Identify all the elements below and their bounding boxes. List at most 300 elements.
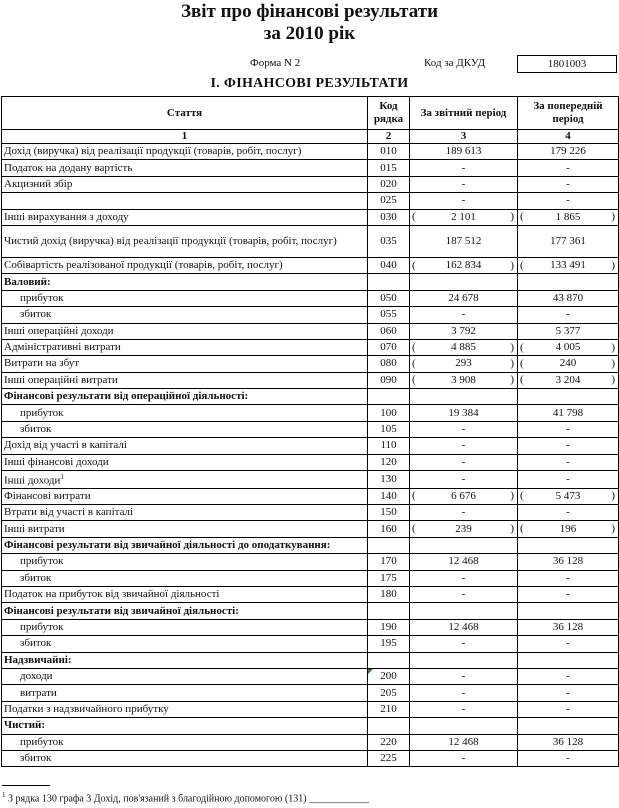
column-number: 2 xyxy=(368,130,410,144)
current-period-value xyxy=(410,488,518,504)
value-text: - xyxy=(566,161,570,174)
row-label-text: Фінансові витрати xyxy=(4,489,91,502)
table-row xyxy=(2,389,619,405)
table-row xyxy=(2,356,619,372)
value-text: - xyxy=(461,686,466,699)
row-label-text: збиток xyxy=(20,637,52,650)
previous-period-value xyxy=(518,488,619,504)
value-text: 36 128 xyxy=(552,735,584,748)
row-label-text: прибуток xyxy=(20,735,64,748)
value-text: - xyxy=(461,423,466,436)
row-label-text: Адміністративні витрати xyxy=(4,341,121,354)
row-code: 015 xyxy=(368,160,410,176)
row-label-text: Витрати на збут xyxy=(4,357,80,370)
previous-period-value xyxy=(518,701,619,717)
row-label xyxy=(2,636,368,652)
value-text: 19 384 xyxy=(448,406,479,419)
table-row xyxy=(2,339,619,355)
current-period-value xyxy=(410,603,518,619)
previous-period-value xyxy=(518,193,619,209)
previous-period-value xyxy=(518,537,619,553)
value-text: - xyxy=(566,702,570,715)
row-code: 130 xyxy=(368,471,410,489)
paren-close: ) xyxy=(510,259,514,272)
value-text: 4 885 xyxy=(451,341,476,354)
current-period-value xyxy=(410,454,518,470)
previous-period-value xyxy=(518,356,619,372)
current-period-value xyxy=(410,356,518,372)
row-code: 100 xyxy=(368,405,410,421)
previous-period-value xyxy=(518,454,619,470)
paren-open: ( xyxy=(412,489,416,502)
paren-close: ) xyxy=(611,357,615,370)
value-text: - xyxy=(566,686,570,699)
row-label-text: Втрати від участі в капіталі xyxy=(4,506,134,519)
paren-close: ) xyxy=(510,357,514,370)
table-row xyxy=(2,209,619,225)
value-text: - xyxy=(461,588,466,601)
row-label xyxy=(2,339,368,355)
paren-open: ( xyxy=(412,259,416,272)
row-label-text: Податок на додану вартість xyxy=(4,161,133,174)
row-label-text: Акцизний збір xyxy=(4,177,73,190)
row-label xyxy=(2,652,368,668)
header-previous-period: За попередній період xyxy=(518,97,619,130)
value-text: 3 204 xyxy=(555,373,581,386)
previous-period-value xyxy=(518,290,619,306)
table-row xyxy=(2,257,619,273)
row-label xyxy=(2,176,368,192)
previous-period-value xyxy=(518,438,619,454)
value-text: - xyxy=(461,571,466,584)
current-period-value xyxy=(410,652,518,668)
footnote-divider xyxy=(2,785,50,786)
section-title: І. ФІНАНСОВІ РЕЗУЛЬТАТИ xyxy=(210,76,409,91)
row-label xyxy=(2,290,368,306)
current-period-value xyxy=(410,734,518,750)
table-row xyxy=(2,668,619,684)
previous-period-value xyxy=(518,734,619,750)
paren-open: ( xyxy=(520,357,524,370)
row-code: 205 xyxy=(368,685,410,701)
value-text: - xyxy=(461,472,466,485)
previous-period-value xyxy=(518,505,619,521)
row-code: 035 xyxy=(368,225,410,257)
row-code: 010 xyxy=(368,144,410,160)
current-period-value xyxy=(410,389,518,405)
row-label xyxy=(2,307,368,323)
current-period-value xyxy=(410,307,518,323)
previous-period-value xyxy=(518,652,619,668)
paren-close: ) xyxy=(510,373,514,386)
value-text: 133 491 xyxy=(550,259,586,272)
current-period-value xyxy=(410,537,518,553)
table-row xyxy=(2,176,619,192)
row-label-text: Податок на прибуток від звичайної діяльності xyxy=(4,588,220,601)
row-label-text: збиток xyxy=(20,571,52,584)
current-period-value xyxy=(410,685,518,701)
row-label-text: доходи xyxy=(20,670,53,683)
row-code: 105 xyxy=(368,421,410,437)
row-label xyxy=(2,685,368,701)
table-row xyxy=(2,570,619,586)
paren-open: ( xyxy=(520,210,524,223)
row-label xyxy=(2,323,368,339)
row-label xyxy=(2,274,368,290)
current-period-value xyxy=(410,438,518,454)
row-label xyxy=(2,471,368,489)
table-row xyxy=(2,274,619,290)
value-text: 24 678 xyxy=(448,291,479,304)
row-code: 150 xyxy=(368,505,410,521)
row-label-text: Фінансові результати від звичайної діяльності до оподаткування: xyxy=(4,539,331,552)
row-code xyxy=(368,652,410,668)
row-label-text: Валовий: xyxy=(4,275,51,288)
row-label xyxy=(2,160,368,176)
previous-period-value xyxy=(518,323,619,339)
previous-period-value xyxy=(518,257,619,273)
table-row xyxy=(2,636,619,652)
row-code: 060 xyxy=(368,323,410,339)
row-label xyxy=(2,257,368,273)
table-row xyxy=(2,652,619,668)
table-row xyxy=(2,323,619,339)
current-period-value xyxy=(410,587,518,603)
report-period: за 2010 рік xyxy=(263,23,356,44)
current-period-value xyxy=(410,471,518,489)
row-code: 225 xyxy=(368,750,410,766)
column-number: 3 xyxy=(410,130,518,144)
current-period-value xyxy=(410,290,518,306)
row-code xyxy=(368,274,410,290)
table-row xyxy=(2,718,619,734)
row-label xyxy=(2,389,368,405)
paren-open: ( xyxy=(520,259,524,272)
row-code: 180 xyxy=(368,587,410,603)
row-label-text: Фінансові результати від операційної діяльності: xyxy=(4,390,249,403)
value-text: - xyxy=(461,308,466,321)
table-row xyxy=(2,521,619,537)
current-period-value xyxy=(410,176,518,192)
table-row xyxy=(2,505,619,521)
paren-close: ) xyxy=(611,522,615,535)
value-text: 4 005 xyxy=(555,341,581,354)
header-code: Код рядка xyxy=(368,97,410,130)
table-row xyxy=(2,193,619,209)
row-code xyxy=(368,389,410,405)
row-label-text: Чистий дохід (виручка) від реалізації продукції (товарів, робіт, послуг) xyxy=(4,234,337,247)
previous-period-value xyxy=(518,176,619,192)
row-code xyxy=(368,537,410,553)
paren-close: ) xyxy=(611,489,615,502)
row-label-text: збиток xyxy=(20,752,52,765)
value-text: 240 xyxy=(559,357,577,370)
row-label xyxy=(2,372,368,388)
row-code: 120 xyxy=(368,454,410,470)
value-text: 187 512 xyxy=(445,234,482,247)
current-period-value xyxy=(410,701,518,717)
paren-open: ( xyxy=(412,522,416,535)
paren-open: ( xyxy=(412,341,416,354)
row-code xyxy=(368,718,410,734)
row-label-text: Податки з надзвичайного прибутку xyxy=(4,702,169,715)
row-label-text: Інші витрати xyxy=(4,522,65,535)
row-label xyxy=(2,603,368,619)
table-row xyxy=(2,454,619,470)
table-row xyxy=(2,225,619,257)
value-text: 5 473 xyxy=(555,489,581,502)
value-text: 41 798 xyxy=(552,406,584,419)
row-code: 055 xyxy=(368,307,410,323)
value-text: 293 xyxy=(455,357,472,370)
row-code: 210 xyxy=(368,701,410,717)
table-row xyxy=(2,537,619,553)
value-text: - xyxy=(566,588,570,601)
header-row xyxy=(2,97,619,130)
paren-open: ( xyxy=(412,210,416,223)
value-text: - xyxy=(461,670,466,683)
table-row xyxy=(2,603,619,619)
row-label-text: прибуток xyxy=(20,291,64,304)
previous-period-value xyxy=(518,160,619,176)
value-text: - xyxy=(461,637,466,650)
previous-period-value xyxy=(518,587,619,603)
previous-period-value xyxy=(518,372,619,388)
value-text: - xyxy=(461,455,466,468)
row-code: 195 xyxy=(368,636,410,652)
row-label xyxy=(2,356,368,372)
previous-period-value xyxy=(518,209,619,225)
row-code: 050 xyxy=(368,290,410,306)
row-label xyxy=(2,209,368,225)
previous-period-value xyxy=(518,144,619,160)
row-code: 160 xyxy=(368,521,410,537)
header-article: Стаття xyxy=(2,97,368,130)
row-code: 190 xyxy=(368,619,410,635)
previous-period-value xyxy=(518,668,619,684)
row-label-text: Інші операційні доходи xyxy=(4,324,114,337)
previous-period-value xyxy=(518,405,619,421)
column-number: 1 xyxy=(2,130,368,144)
report-title: Звіт про фінансові результати xyxy=(180,1,439,22)
row-label xyxy=(2,718,368,734)
current-period-value xyxy=(410,554,518,570)
previous-period-value xyxy=(518,471,619,489)
previous-period-value xyxy=(518,225,619,257)
current-period-value xyxy=(410,718,518,734)
current-period-value xyxy=(410,505,518,521)
value-text: 36 128 xyxy=(552,555,584,568)
table-row xyxy=(2,750,619,766)
current-period-value xyxy=(410,405,518,421)
row-label-text: Інші вирахування з доходу xyxy=(4,210,129,223)
current-period-value xyxy=(410,372,518,388)
row-label xyxy=(2,421,368,437)
table-row xyxy=(2,372,619,388)
value-text: 3 908 xyxy=(451,373,476,386)
row-label-text: Інші доходи xyxy=(4,474,61,487)
previous-period-value xyxy=(518,521,619,537)
row-code: 080 xyxy=(368,356,410,372)
current-period-value xyxy=(410,750,518,766)
value-text: 1 865 xyxy=(555,210,581,223)
value-text: - xyxy=(566,472,570,485)
value-text: 6 676 xyxy=(451,489,476,502)
row-label xyxy=(2,454,368,470)
row-code: 020 xyxy=(368,176,410,192)
paren-open: ( xyxy=(520,341,524,354)
current-period-value xyxy=(410,668,518,684)
previous-period-value xyxy=(518,619,619,635)
footnote xyxy=(2,791,369,804)
value-text: 12 468 xyxy=(448,555,479,568)
value-text: - xyxy=(461,161,466,174)
table-row xyxy=(2,488,619,504)
value-text: - xyxy=(566,637,570,650)
table-row xyxy=(2,144,619,160)
value-text: - xyxy=(566,308,570,321)
value-text: 239 xyxy=(455,522,472,535)
row-label xyxy=(2,144,368,160)
previous-period-value xyxy=(518,421,619,437)
value-text: - xyxy=(566,571,570,584)
value-text: - xyxy=(566,455,570,468)
table-row xyxy=(2,734,619,750)
row-label xyxy=(2,225,368,257)
column-number: 4 xyxy=(518,130,619,144)
header-current-period: За звітний період xyxy=(410,97,518,130)
value-text: - xyxy=(566,423,570,436)
table-row xyxy=(2,307,619,323)
current-period-value xyxy=(410,209,518,225)
table-row xyxy=(2,421,619,437)
value-text: 12 468 xyxy=(448,621,479,633)
row-label-text: Інші фінансові доходи xyxy=(4,455,109,468)
table-row xyxy=(2,438,619,454)
row-code xyxy=(368,603,410,619)
row-label-text: Дохід від участі в капіталі xyxy=(4,439,127,452)
previous-period-value xyxy=(518,554,619,570)
table-row xyxy=(2,405,619,421)
financial-results-table xyxy=(1,96,619,767)
paren-open: ( xyxy=(520,489,524,502)
value-text: - xyxy=(566,177,570,190)
row-label xyxy=(2,405,368,421)
row-label xyxy=(2,521,368,537)
value-text: 43 870 xyxy=(552,291,584,304)
value-text: 2 101 xyxy=(451,210,476,223)
row-label xyxy=(2,554,368,570)
current-period-value xyxy=(410,570,518,586)
paren-close: ) xyxy=(611,341,615,354)
value-text: - xyxy=(566,752,570,765)
table-row xyxy=(2,619,619,635)
row-code: 200 xyxy=(368,668,410,684)
value-text: 5 377 xyxy=(555,324,581,337)
previous-period-value xyxy=(518,750,619,766)
current-period-value xyxy=(410,421,518,437)
row-label-text: Інші операційні витрати xyxy=(4,373,118,386)
row-label-text: Собівартість реалізованої продукції (товарів, робіт, послуг) xyxy=(4,259,283,272)
paren-close: ) xyxy=(611,210,615,223)
current-period-value xyxy=(410,274,518,290)
row-label xyxy=(2,488,368,504)
value-text: - xyxy=(566,439,570,452)
value-text: 12 468 xyxy=(448,735,479,748)
footnote-text: З рядка 130 графа 3 Дохід, пов'язаний з благодійною допомогою (131) ____________ xyxy=(8,793,370,805)
table-row xyxy=(2,290,619,306)
comment-marker-icon xyxy=(368,669,373,674)
paren-close: ) xyxy=(611,259,615,272)
previous-period-value xyxy=(518,274,619,290)
row-label xyxy=(2,701,368,717)
paren-close: ) xyxy=(510,522,514,535)
footnote-mark: 1 xyxy=(2,791,6,799)
previous-period-value xyxy=(518,339,619,355)
value-text: - xyxy=(461,439,466,452)
value-text: 189 613 xyxy=(445,145,482,158)
table-row xyxy=(2,471,619,489)
row-label-text: прибуток xyxy=(20,555,64,568)
value-text: 177 361 xyxy=(550,234,586,247)
row-label-text: Дохід (виручка) від реалізації продукції (товарів, робіт, послуг) xyxy=(4,145,302,158)
current-period-value xyxy=(410,225,518,257)
dkud-label: Код за ДКУД xyxy=(424,57,486,69)
current-period-value xyxy=(410,636,518,652)
previous-period-value xyxy=(518,389,619,405)
previous-period-value xyxy=(518,718,619,734)
row-label-text: витрати xyxy=(20,686,57,699)
paren-close: ) xyxy=(510,489,514,502)
value-text: 196 xyxy=(559,522,577,535)
row-label xyxy=(2,193,368,209)
value-text: 3 792 xyxy=(451,324,476,337)
current-period-value xyxy=(410,160,518,176)
value-text: - xyxy=(461,752,466,765)
footnote-ref: 1 xyxy=(60,473,64,482)
row-label xyxy=(2,587,368,603)
value-text: 162 834 xyxy=(445,259,482,272)
value-text: - xyxy=(461,194,466,207)
table-row xyxy=(2,701,619,717)
dkud-code-box: 1801003 xyxy=(517,55,617,73)
paren-open: ( xyxy=(520,373,524,386)
value-text: 36 128 xyxy=(552,621,584,633)
form-label: Форма N 2 xyxy=(250,57,301,69)
row-label-text: Фінансові результати від звичайної діяльності: xyxy=(4,604,239,617)
paren-close: ) xyxy=(510,210,514,223)
row-label xyxy=(2,619,368,635)
paren-open: ( xyxy=(412,357,416,370)
row-label xyxy=(2,438,368,454)
table-row xyxy=(2,587,619,603)
value-text: - xyxy=(566,506,570,519)
row-code: 140 xyxy=(368,488,410,504)
row-code: 110 xyxy=(368,438,410,454)
row-label xyxy=(2,505,368,521)
current-period-value xyxy=(410,323,518,339)
row-label xyxy=(2,570,368,586)
current-period-value xyxy=(410,619,518,635)
current-period-value xyxy=(410,521,518,537)
value-text: - xyxy=(461,177,466,190)
previous-period-value xyxy=(518,307,619,323)
value-text: - xyxy=(566,670,570,683)
row-label xyxy=(2,537,368,553)
row-label xyxy=(2,734,368,750)
current-period-value xyxy=(410,144,518,160)
row-code: 220 xyxy=(368,734,410,750)
